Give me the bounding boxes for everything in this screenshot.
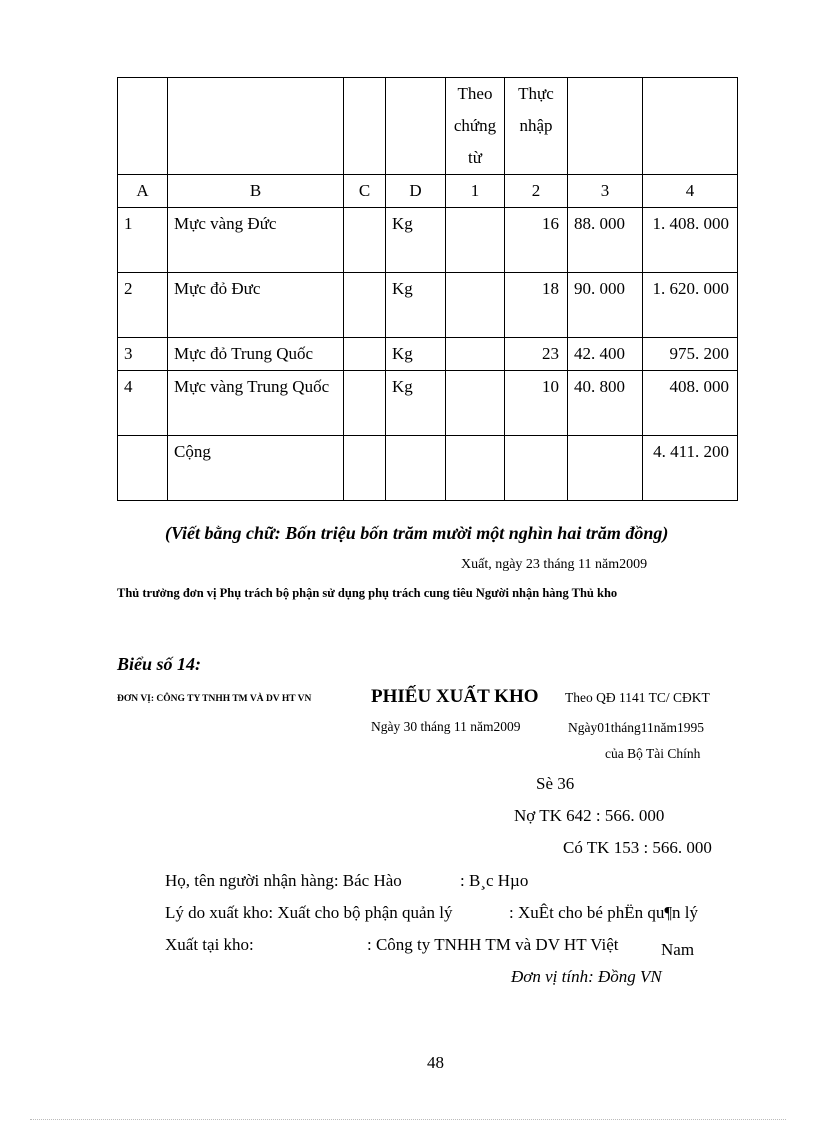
total-empty-cell xyxy=(505,436,568,501)
reason-label: Lý do xuất kho: Xuất cho bộ phận quản lý xyxy=(165,903,453,922)
code-cell: 3 xyxy=(568,175,643,208)
row-amount: 975. 200 xyxy=(643,338,738,371)
goods-table xyxy=(117,77,738,501)
company-unit: ĐƠN VỊ: CÔNG TY TNHH TM VÀ DV HT VN xyxy=(117,694,312,704)
row-name: Mực vàng Đức xyxy=(168,208,344,273)
row-c xyxy=(344,338,386,371)
total-empty-cell xyxy=(118,436,168,501)
code-cell: C xyxy=(344,175,386,208)
regulation-issuer: của Bộ Tài Chính xyxy=(605,746,701,761)
warehouse-value: : Công ty TNHH TM và DV HT Việt xyxy=(367,935,619,954)
code-cell: 4 xyxy=(643,175,738,208)
header-cell xyxy=(386,78,446,175)
row-qty: 23 xyxy=(505,338,568,371)
header-thuc-nhap: Thực nhập xyxy=(505,78,568,175)
document-title: PHIẾU XUẤT KHO xyxy=(371,686,539,707)
row-stt: 3 xyxy=(118,338,168,371)
table-code-row xyxy=(118,175,738,208)
row-stt: 2 xyxy=(118,273,168,338)
regulation-ref: Theo QĐ 1141 TC/ CĐKT xyxy=(565,690,710,705)
header-cell xyxy=(568,78,643,175)
total-empty-cell xyxy=(446,436,505,501)
header-theo-chung-tu: Theo chứng từ xyxy=(446,78,505,175)
receiver-label: Họ, tên người nhận hàng: Bác Hào xyxy=(165,871,402,890)
row-amount: 408. 000 xyxy=(643,371,738,436)
row-unit: Kg xyxy=(386,273,446,338)
row-unit: Kg xyxy=(386,371,446,436)
row-theo xyxy=(446,273,505,338)
table-row xyxy=(118,208,738,273)
row-name: Mực đỏ Đưc xyxy=(168,273,344,338)
amount-in-words: (Viết bằng chữ: Bốn triệu bốn trăm mười một nghìn hai trăm đồng) xyxy=(165,523,669,543)
row-theo xyxy=(446,208,505,273)
date-line: Xuất, ngày 23 tháng 11 năm2009 xyxy=(461,557,648,572)
total-empty-cell xyxy=(386,436,446,501)
row-price: 88. 000 xyxy=(568,208,643,273)
page-footer-divider xyxy=(30,1119,786,1120)
reason-value: : XuÊt cho bé phËn qu¶n lý xyxy=(509,903,699,922)
total-label: Cộng xyxy=(168,436,344,501)
warehouse-label: Xuất tại kho: xyxy=(165,935,254,954)
row-qty: 10 xyxy=(505,371,568,436)
debit-account: Nợ TK 642 : 566. 000 xyxy=(514,806,665,825)
row-price: 42. 400 xyxy=(568,338,643,371)
table-row xyxy=(118,338,738,371)
row-stt: 4 xyxy=(118,371,168,436)
row-amount: 1. 620. 000 xyxy=(643,273,738,338)
table-row xyxy=(118,371,738,436)
row-theo xyxy=(446,338,505,371)
total-empty-cell xyxy=(568,436,643,501)
document-date: Ngày 30 tháng 11 năm2009 xyxy=(371,719,521,734)
total-empty-cell xyxy=(344,436,386,501)
table-row xyxy=(118,273,738,338)
form-heading: Biểu số 14: xyxy=(117,654,202,674)
row-price: 40. 800 xyxy=(568,371,643,436)
code-cell: A xyxy=(118,175,168,208)
regulation-date: Ngày01tháng11năm1995 xyxy=(568,720,704,735)
code-cell: B xyxy=(168,175,344,208)
row-c xyxy=(344,371,386,436)
credit-account: Có TK 153 : 566. 000 xyxy=(563,838,712,857)
table-total-row xyxy=(118,436,738,501)
currency-unit: Đơn vị tính: Đồng VN xyxy=(511,967,662,986)
header-cell xyxy=(344,78,386,175)
table-header-row xyxy=(118,78,738,175)
row-c xyxy=(344,273,386,338)
warehouse-value-tail: Nam xyxy=(661,940,695,959)
row-unit: Kg xyxy=(386,208,446,273)
code-cell: D xyxy=(386,175,446,208)
header-cell xyxy=(118,78,168,175)
row-price: 90. 000 xyxy=(568,273,643,338)
row-amount: 1. 408. 000 xyxy=(643,208,738,273)
document-number: Sè 36 xyxy=(536,774,575,793)
row-stt: 1 xyxy=(118,208,168,273)
page-number: 48 xyxy=(427,1053,444,1072)
row-c xyxy=(344,208,386,273)
row-qty: 16 xyxy=(505,208,568,273)
receiver-value: : B¸c Hµo xyxy=(460,871,529,890)
signature-line: Thủ trưởng đơn vị Phụ trách bộ phận sử dụng phụ trách cung tiêu Người nhận hàng Thủ kho xyxy=(117,586,618,600)
code-cell: 2 xyxy=(505,175,568,208)
header-cell xyxy=(643,78,738,175)
total-amount: 4. 411. 200 xyxy=(643,436,738,501)
row-unit: Kg xyxy=(386,338,446,371)
code-cell: 1 xyxy=(446,175,505,208)
header-cell xyxy=(168,78,344,175)
row-theo xyxy=(446,371,505,436)
row-qty: 18 xyxy=(505,273,568,338)
row-name: Mực vàng Trung Quốc xyxy=(168,371,344,436)
row-name: Mực đỏ Trung Quốc xyxy=(168,338,344,371)
